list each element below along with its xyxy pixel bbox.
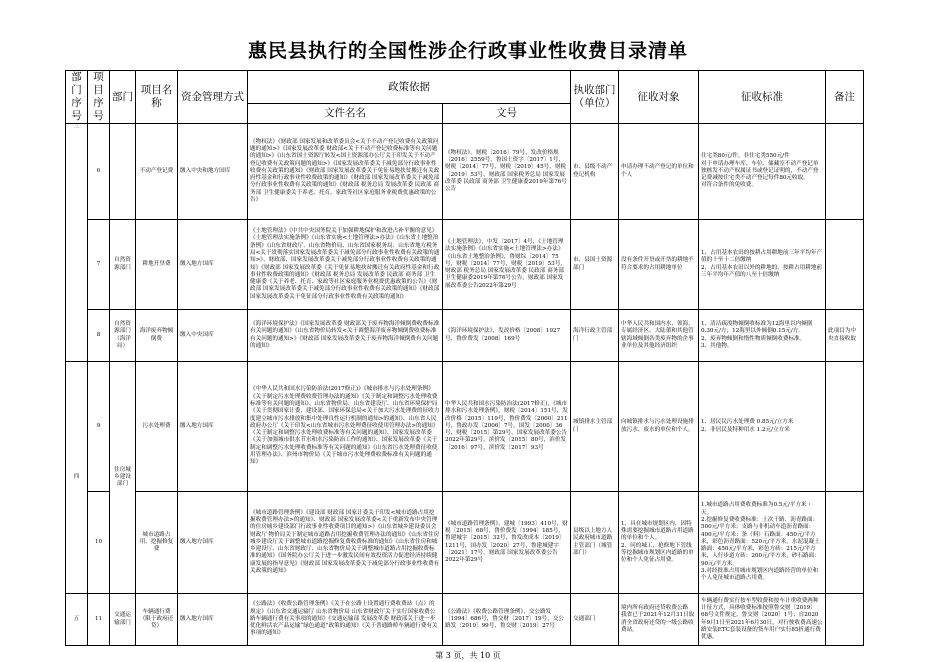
- row-seq: 8: [88, 310, 110, 362]
- row-remark: 此项目为中央直接收取: [826, 310, 864, 362]
- row-dept: 自然资源部门（海洋局）: [110, 310, 136, 362]
- header-standard: 征收标准: [699, 71, 826, 124]
- table-row: [66, 594, 864, 646]
- row-seq: 10: [88, 492, 110, 594]
- row-doc: 中华人民共和国水污染防治法(2017修正)，《城市排水和污水处理条例》，财税〔2014〕151号，发改价格〔2015〕119号，鲁价费发〔2000〕211号，鲁政办发〔2006〕7号，国发〔2000〕36号，财税〔2015〕第29号，国家发展改革委公告2022年第29号，滨价发〔2015〕80号，滨价发〔2016〕97号，滨价发〔2017〕93号: [443, 362, 571, 492]
- header-target: 征收对象: [619, 71, 699, 124]
- row-file: 《中华人民共和国水污染防治法(2017修正)》《城市排水与污水处理条例》《关于制定污水处理费收费管理办法的通知》《关于制定和调整污水处理收费标准等有关问题的通知》、山东省物价局、山东省建设厅、山东省环境保护局《关于贯彻国家计委、建设部、国家环保总局<关于加大污水处理费的征收力度建立城市污水排放和集中处理良性运行机制的通知>的通知》、山东省人民政府办公厅《关于印发<山东省城市污水处理费征收使用管理办法>的通知》《关于制定和调整污水处理收费标准等有关问题的通知》、国家发展改革委《关于加强城市供水节水和水污染防治工作的通知》、国家发展改革委《关于制定和调整污水处理收费标准等有关问题的通知》《山东省污水处理费征收使用管理办法》、滨州市物价局《关于城市污水处理费收费标准有关问题的通知》: [248, 362, 443, 492]
- row-doc: 《城市道路管理条例》，建城〔1993〕410号，财税〔2015〕68号，鲁价费发〔1994〕185号，鲁建城字〔2015〕32号，鲁发改成本〔2019〕1211号，国办发〔2020〕27号，鲁建城建字〔2021〕17号，财政部 国家发展改革委公告2022年第29号: [443, 492, 571, 594]
- header-doc-no: 文号: [443, 104, 571, 124]
- row-remark: [826, 594, 864, 646]
- table-row: [66, 362, 864, 492]
- row-exec: 市、县国土资源部门: [571, 220, 619, 310]
- header-exec-dept: 执收部门（单位）: [571, 71, 619, 124]
- row-standard: 1.城市道路占用费收费标准为0.5元/平方米・天。 2.挖掘修复费收费标准：土次干路、沥青路面：500元/平方米；支路与非机动车道沥青路面：400元/平方米；条（料）石路面：450元/平方米，彩色沥青路面：520元/平方米，水泥混凝土路面：450元/平方米，彩色方砖：215元/平方米，人行步道方砖：200元/平方米，砂石路面：90元/平方米。 3.对经批准占用城市规划区内道路经营的单位和个人免征城市道路占用费。: [699, 492, 826, 594]
- row-doc: 《物权法》，财税〔2016〕79号，发改价格规〔2016〕2559号，鲁国土资字〔2017〕1号，财税〔2014〕77号，财税〔2019〕45号，财税〔2019〕53号，财政部 国家税务总局 国家发展改革委 民政部 商务部 卫生健康委2019年第76号公告: [443, 124, 571, 220]
- row-exec: 县级以上地方人民政府城市道路主管部门（城管部门）: [571, 492, 619, 594]
- row-exec: 城镇排水主管部门: [571, 362, 619, 492]
- header-item-name: 项目名称: [136, 71, 178, 124]
- row-file: 《物权法》《财政部 国家发展和改革委员会<关于不动产登记收费有关政策问题的通知>》《国家发展改革委 财政部<关于不动产登记收费标准等有关问题的通知>》《山东省国土资源厅转发<国土资源部办公厅关于印发关于不动产登记收费有关政策问题的通知>》《国家发展改革委关于减免部分行政事业性收费有关政策的通知》《财政部 国家发展改革委关于免征易地扶贫搬迁有关政府性基金和行政事业性收费政策的通知》《财政部 国家发展改革委关于减免部分行政事业性收费有关政策的通知》《财政部 税务总局 发展改革委 民政部 商务部 卫生健康委关于养老、托育、家政等社区家庭服务业税费优惠政策的公告》: [248, 124, 443, 220]
- row-dept: 住房城乡建设部门: [110, 362, 136, 594]
- row-fund: 缴入地方国库: [178, 362, 248, 492]
- row-dept: [110, 124, 136, 220]
- row-target: 境内所有政府还贷收费公路 我省已于2021年12月31日取消全省政府还贷的一级公路收费站。: [619, 594, 699, 646]
- group-number: 四: [66, 362, 88, 594]
- row-doc: 《公路法》《收费公路管理条例》，交公路发〔1994〕686号，鲁交财〔2017〕19号，交公路发〔2019〕99号，鲁交财〔2019〕27号: [443, 594, 571, 646]
- row-remark: [826, 124, 864, 220]
- row-standard: 1、清洁疏浚物倾倒收标准为12海里以内倾倒0.30元/方；12海里以外倾倒0.15元/方。 2、废弃物倾倒和惰性物质倾倒收费标准。 3、其他物。: [699, 310, 826, 362]
- row-target: 中华人民共和国内水、领海、专属经济区、大陆架和其他管辖海域倾倒各类废弃物的企事业单位及其他经济组织: [619, 310, 699, 362]
- row-standard: 住宅类80元/件，非住宅类550元/件 对于申请办理车库、车位、储藏室不动产登记单独核发不动产权属证书或登记证明的，不动产登记费减按住宅类不动产登记每件80元收取。 对符合条件的免收费。: [699, 124, 826, 220]
- row-seq: 11: [88, 594, 110, 646]
- fee-table: [65, 70, 864, 646]
- row-exec: 市、县级不动产登记机构: [571, 124, 619, 220]
- row-fund: 缴入地方国库: [178, 220, 248, 310]
- row-fund: 缴入地方国库: [178, 492, 248, 594]
- row-doc: 《海洋环境保护法》，发改价格〔2008〕1927号，鲁价费发〔2008〕169号: [443, 310, 571, 362]
- row-item: 车辆通行费（限于政府还贷）: [136, 594, 178, 646]
- header-item-seq: 项目序号: [88, 71, 110, 124]
- row-item: 城市道路占用、挖掘修复费: [136, 492, 178, 594]
- row-dept: 自然资源部门: [110, 220, 136, 310]
- row-file: 《海洋环境保护法》《国家发展改革委 财政部关于废弃物海洋倾倒费收费标准有关问题的通知》《山东省物价局转发<关于调整海洋废弃物倾倒费收费标准有关问题的通知>》《财政部 国家发展改革委关于废弃物海洋倾倒费有关问题的通知》: [248, 310, 443, 362]
- row-fund: 缴入中央和地方国库: [178, 124, 248, 220]
- row-item: 污水处理费: [136, 362, 178, 492]
- row-item: 耕地开垦费: [136, 220, 178, 310]
- row-doc: 《土地管理法》，中发〔2017〕4号，《土地管理法实施条例》《山东省实施<土地管理法>办法》《山东省土地整治条例》，鲁财综〔2014〕75号，财税〔2014〕77号，财税〔2019〕53号，财政部 税务总局 国家发展改革委 民政部 商务部 卫生健康委2019年第76号公告，财政部 国家发展改革委公告2022年第29号: [443, 220, 571, 310]
- row-dept: 交通运输部门: [110, 594, 136, 646]
- row-file: 《公路法》《收费公路管理条例》《关于在公路上设置通行费收费站（点）的规定》《山东省交通运输厅 山东省物价局 山东省财政厅关于实行国家收费公路车辆通行费有关事项的通知》《交通运输部 发展改革委 财政部关于进一步优化鲜活农产品运输“绿色通道”政策的通知》《关于普通路桥车辆通行费有关事项的通知》: [248, 594, 443, 646]
- row-target: 申请办理不动产登记的单位和个人: [619, 124, 699, 220]
- header-dept: 部门: [110, 71, 136, 124]
- row-seq: 6: [88, 124, 110, 220]
- row-standard: 1、占用基本农田的按耕占用耕地前三年平均年产值的十至十二倍缴纳 2、占用基本农田以外的耕地的，按耕占用耕地前三年平均年产值的八至十倍缴纳: [699, 220, 826, 310]
- table-row: [66, 492, 864, 594]
- header-file-name: 文件名名: [248, 104, 443, 124]
- row-item: 不动产登记费: [136, 124, 178, 220]
- table-row: [66, 124, 864, 220]
- row-seq: 9: [88, 362, 110, 492]
- row-exec: 交通部门: [571, 594, 619, 646]
- row-remark: [826, 362, 864, 492]
- row-fund: 缴入中央国库: [178, 310, 248, 362]
- row-fund: 缴入地方国库: [178, 594, 248, 646]
- row-seq: 7: [88, 220, 110, 310]
- row-target: 没有条件开垦或开垦的耕地不符合要求的占用耕地单位: [619, 220, 699, 310]
- header-policy: 政策依据: [248, 71, 571, 104]
- row-file: 《土地管理法》《中共中央国务院关于加强耕地保护和改进占补平衡的意见》《土地管理法实施条例》《山东省实施<土地管理法>办法》《山东省土地整治条例》《山东省财政厅、山东省物价局、山东省国家税务局、山东省地方税务局<关于贯彻落实国家发展改革委关于减免部分行政事业性收费有关政策的通知>》、财政部、国家发展改革委关于减免部分行政事业性收费有关政策的通知》《财政部 国家发展改革委《关于免征易地扶贫搬迁有关政府性基金和行政事业性收费政策的通知》《财政部 税务总局 发展改革委 民政部 商务部 卫生健康委《关于养老、托育、家政等社区家庭服务业税费优惠政策的公告》《财政部 国家发展改革委关于减免部分行政事业性收费有关政策的通知》《财政部 国家发展改革委关于免征部分行政事业性收费有关政策的通知》: [248, 220, 443, 310]
- header-remark: 备注: [826, 71, 864, 124]
- row-target: 1、具在城市规划区内，因特殊需要挖掘城市道路占用道路的单位和个人。 2、问的城工、抢修地下管线等挖掘城市规划区内道路的单位和个人免征占用费。: [619, 492, 699, 594]
- row-remark: [826, 220, 864, 310]
- page-footer: 第 3 页，共 10 页: [435, 651, 501, 660]
- group-number: 三: [66, 124, 88, 362]
- table-row: [66, 310, 864, 362]
- row-standard: 车辆通行费实行按车型收费和按车计重收费两种计征方式，具体收费标准按照鲁交财〔2019〕68号文件规定。鲁交财〔2020〕1号；自2020年9月1日至2021年6月30日，对行驶收费高速公路安装ETC套装设备的货车用户实行85折通行费优惠。: [699, 594, 826, 646]
- group-number: 五: [66, 594, 88, 646]
- row-file: 《城市道路管理条例》《建设部 财政部 国家计委关于印发<城市道路占用挖掘收费管理办法>的通知》、财政部 国家发展改革委<关于重新发布中央管理的住房城乡建设部门行政事业性收费项目的通知>》《山东省城乡建设委员会 财政厅 物价局关于制定城市道路占用挖掘收费管理办法的通知》《山东省住房城乡建设厅关于调整城市道路挖掘修复费收费标准的通知》《山东省住房和城乡建设厅、山东省财政厅、山东省物价局关于调整城市道路占用挖掘收费标准的通知》《国务院办公厅关于进一步激发民间有效投资活力促进经济持续健康发展的指导意见》《财政部 国家发展改革委关于减免部分行政事业性收费有关政策的通知》: [248, 492, 443, 594]
- header-dept-seq: 部门序号: [66, 71, 88, 124]
- page-title: 惠民县执行的全国性涉企行政事业性收费目录清单: [247, 40, 688, 62]
- row-item: 海洋废弃物倾倒费: [136, 310, 178, 362]
- row-standard: 1、居民民污水处理费 0.85元/立方米 2、非居民及特种用水 1.2元/立方米: [699, 362, 826, 492]
- table-row: [66, 220, 864, 310]
- row-remark: [826, 492, 864, 594]
- row-target: 向城镇排水与污水处理设施排放污水、废水的单位和个人。: [619, 362, 699, 492]
- row-exec: 海洋行政主管部门: [571, 310, 619, 362]
- header-fund-mgmt: 资金管理方式: [178, 71, 248, 124]
